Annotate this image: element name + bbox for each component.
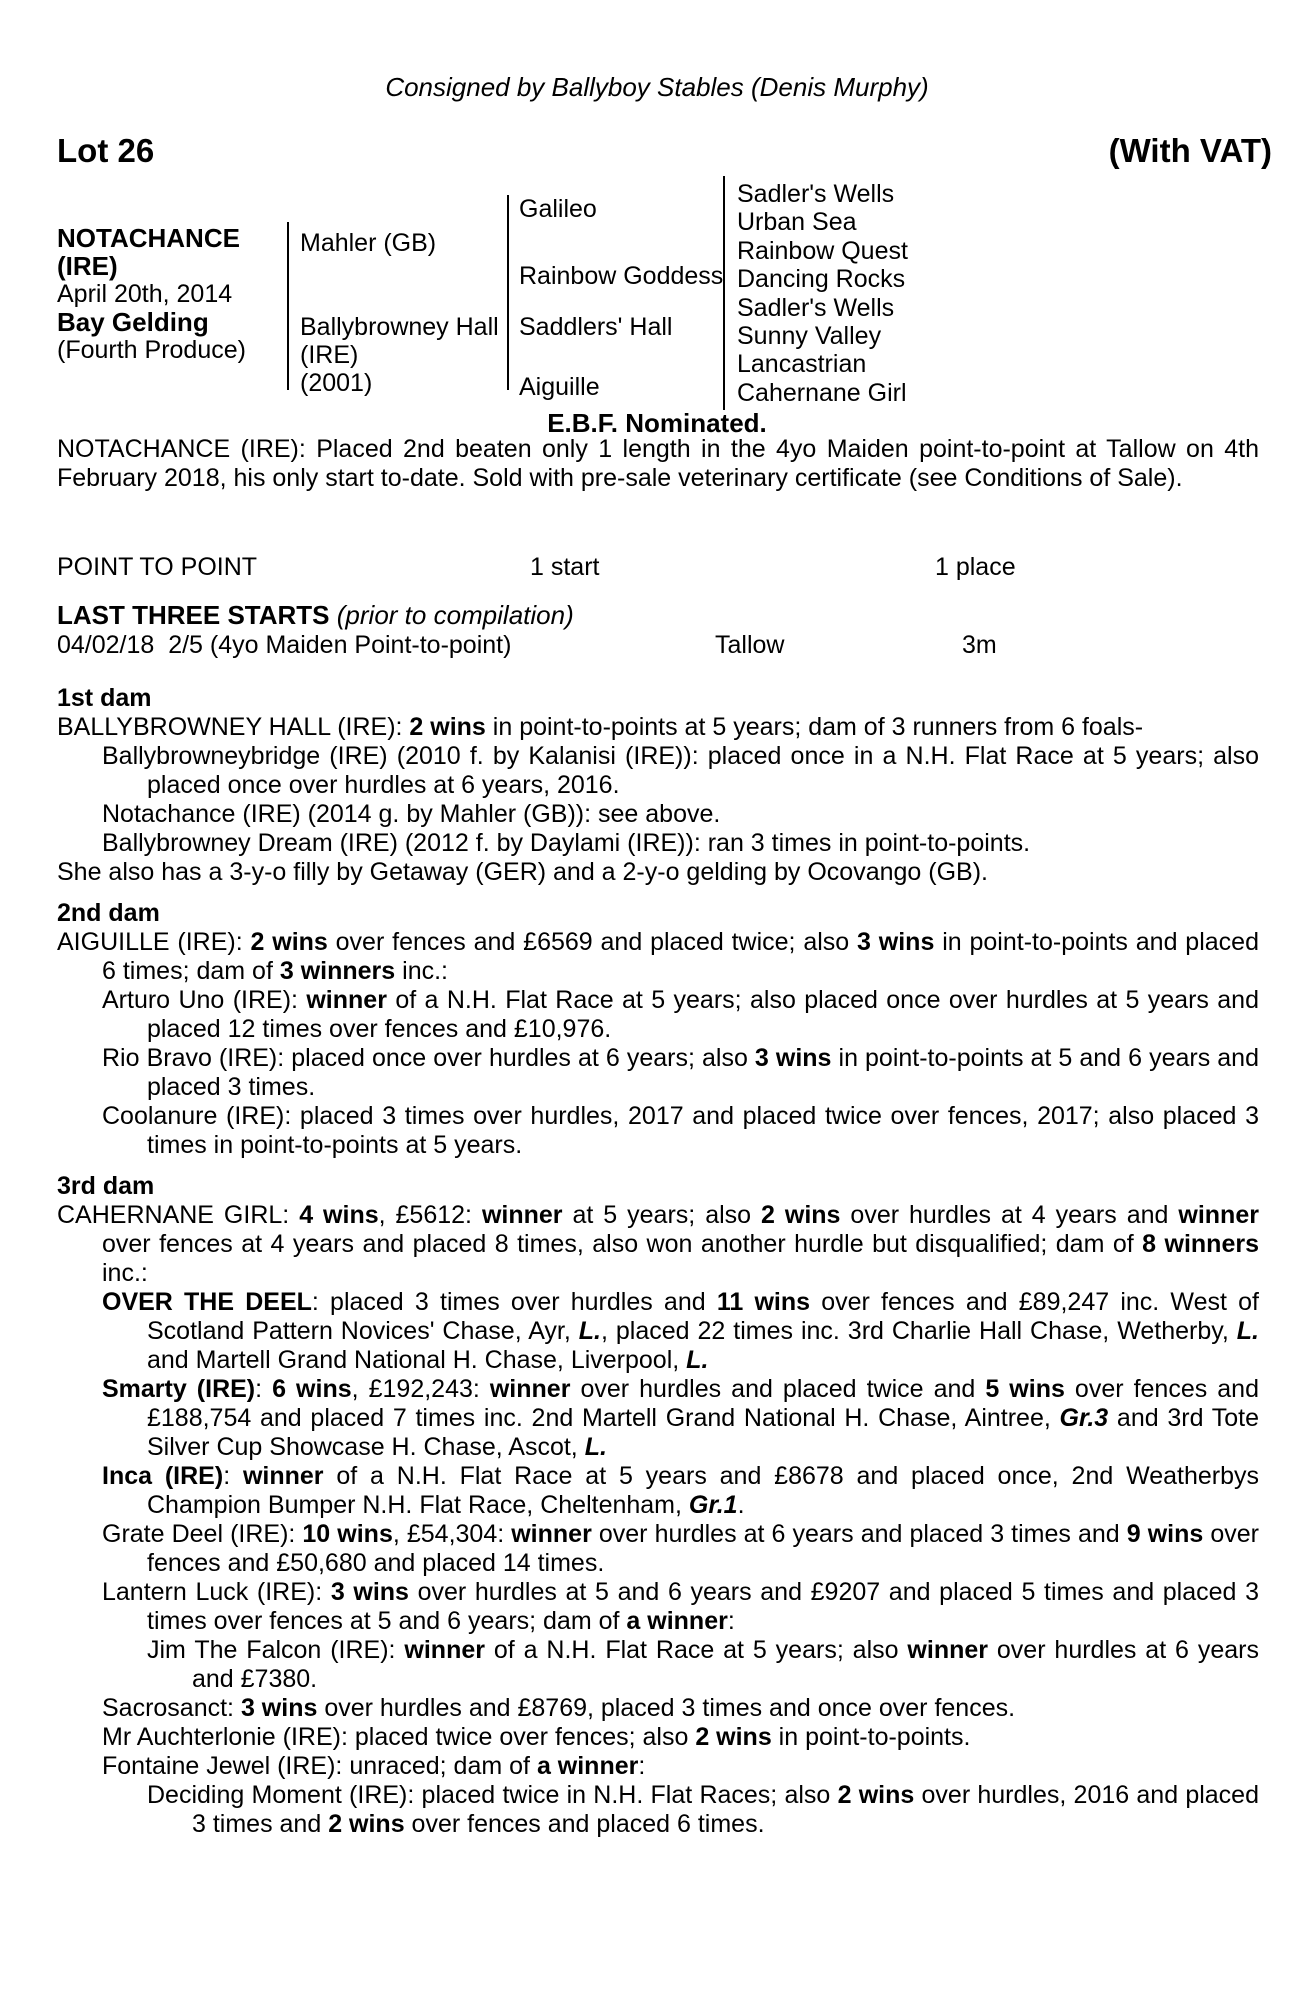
emphasised-text: winner: [511, 1520, 592, 1548]
emphasised-text: 5 wins: [985, 1375, 1065, 1403]
sire-dam-name: Rainbow Goddess: [519, 262, 724, 290]
last-start-venue: Tallow: [715, 631, 785, 659]
pedigree-paragraph: [57, 800, 1259, 829]
pedigree-paragraph: [57, 1752, 1259, 1781]
text-run: of a N.H. Flat Race at 5 years and £8678 and placed once, 2nd Weatherbys Champion Bumper N.H. Flat Race, Cheltenham,: [147, 1462, 1260, 1519]
emphasised-text: L.: [584, 1433, 607, 1461]
pedigree-divider-1: [287, 222, 289, 390]
dam-section-heading: 2nd dam: [57, 899, 160, 927]
emphasised-text: 3 wins: [754, 1044, 832, 1072]
text-run: in point-to-points and placed 6 times; dam of: [102, 928, 1259, 985]
dam-section-heading: 3rd dam: [57, 1172, 155, 1200]
emphasised-text: Inca (IRE): [102, 1462, 224, 1490]
last-three-starts-title: LAST THREE STARTS: [57, 600, 330, 630]
last-three-starts-qualifier: (prior to compilation): [336, 600, 574, 630]
pedigree-divider-3: [723, 176, 725, 410]
pedigree-paragraph: [57, 829, 1259, 858]
text-run: , £192,243:: [351, 1375, 490, 1403]
horse-name-line1: NOTACHANCE: [57, 223, 240, 253]
pedigree-paragraph: [57, 1288, 1259, 1375]
text-run: over hurdles at 6 years and placed 3 times and: [591, 1520, 1127, 1548]
emphasised-text: winner: [306, 986, 387, 1014]
horse-name-line2: (IRE): [57, 251, 118, 281]
text-run: Ballybrowney Dream (IRE) (2012 f. by Daylami (IRE)): ran 3 times in point-to-points.: [102, 829, 1031, 857]
last-start-distance: 3m: [962, 631, 997, 659]
pedigree-paragraph: [57, 742, 1259, 800]
record-starts: 1 start: [530, 553, 600, 581]
great-grandparent-name: Sunny Valley: [737, 322, 882, 351]
great-grandparent-name: Cahernane Girl: [737, 378, 907, 407]
record-places: 1 place: [935, 553, 1016, 581]
lot-number: Lot 26: [57, 132, 155, 169]
text-run: over hurdles, 2016 and placed 3 times and: [192, 1781, 1259, 1838]
text-run: NOTACHANCE (IRE): Placed 2nd beaten only 1 length in the 4yo Maiden point-to-point at Tallow on 4th February 2018, his only start to-date. Sold with pre-sale veterinary certificate (see Conditions of Sale).: [57, 435, 1259, 492]
text-run: :: [638, 1752, 646, 1780]
text-run: Fontaine Jewel (IRE): unraced; dam of: [102, 1752, 537, 1780]
text-run: inc.:: [395, 957, 448, 985]
text-run: AIGUILLE (IRE):: [57, 928, 251, 956]
text-run: in point-to-points at 5 and 6 years and placed 3 times.: [147, 1044, 1259, 1101]
dam-sire-name: Saddlers' Hall: [519, 313, 673, 341]
emphasised-text: 9 wins: [1126, 1520, 1204, 1548]
text-run: at 5 years; also: [562, 1201, 762, 1229]
dam-dam-name: Aiguille: [519, 373, 600, 401]
horse-foaling-date: April 20th, 2014: [57, 280, 233, 308]
text-run: BALLYBROWNEY HALL (IRE):: [57, 713, 410, 741]
sire-sire-name: Galileo: [519, 195, 597, 223]
pedigree-paragraph: [57, 1723, 1259, 1752]
emphasised-text: 3 wins: [857, 928, 935, 956]
pedigree-paragraph: [57, 1636, 1259, 1694]
text-run: :: [727, 1607, 735, 1635]
text-run: in point-to-points.: [771, 1723, 971, 1751]
emphasised-text: winner: [404, 1636, 485, 1664]
text-run: :: [223, 1462, 243, 1490]
dam-name-line1: Ballybrowney Hall: [300, 313, 499, 341]
text-run: , placed 22 times inc. 3rd Charlie Hall Chase, Wetherby,: [601, 1317, 1237, 1345]
text-run: over fences and £50,680 and placed 14 times.: [147, 1520, 1259, 1577]
text-run: over hurdles and £8769, placed 3 times and once over fences.: [317, 1694, 1016, 1722]
great-grandparent-name: Sadler's Wells: [737, 293, 895, 322]
dam-name-line3: (2001): [300, 369, 373, 397]
emphasised-text: 11 wins: [716, 1288, 811, 1316]
pedigree-table: [0, 0, 1314, 430]
great-grandparent-name: Lancastrian: [737, 350, 867, 379]
emphasised-text: winner: [481, 1201, 563, 1229]
great-grandparent-name: Urban Sea: [737, 208, 857, 237]
emphasised-text: winner: [489, 1375, 571, 1403]
pedigree-paragraph: [57, 1102, 1259, 1160]
pedigree-paragraph: [57, 1201, 1259, 1288]
text-run: Coolanure (IRE): placed 3 times over hurdles, 2017 and placed twice over fences, 2017; also placed 3 times in point-to-points at 5 years.: [102, 1102, 1259, 1159]
text-run: Grate Deel (IRE):: [102, 1520, 303, 1548]
emphasised-text: 2 wins: [761, 1201, 841, 1229]
text-run: over hurdles at 6 years and £7380.: [192, 1636, 1259, 1693]
great-grandparent-name: Rainbow Quest: [737, 236, 908, 265]
text-run: CAHERNANE GIRL:: [57, 1201, 300, 1229]
text-run: over fences and £89,247 inc. West of Scotland Pattern Novices' Chase, Ayr,: [147, 1288, 1259, 1345]
emphasised-text: 2 wins: [837, 1781, 915, 1809]
emphasised-text: 3 wins: [330, 1578, 409, 1606]
text-run: Rio Bravo (IRE): placed once over hurdles at 6 years; also: [102, 1044, 755, 1072]
pedigree-paragraph: [57, 1781, 1259, 1839]
consignor-line: Consigned by Ballyboy Stables (Denis Murphy): [385, 72, 929, 102]
text-run: of a N.H. Flat Race at 5 years; also: [484, 1636, 908, 1664]
emphasised-text: 2 wins: [250, 928, 328, 956]
emphasised-text: 3 wins: [240, 1694, 318, 1722]
text-run: Notachance (IRE) (2014 g. by Mahler (GB)): see above.: [102, 800, 721, 828]
text-run: Lantern Luck (IRE):: [102, 1578, 331, 1606]
text-run: inc.:: [102, 1259, 148, 1287]
great-grandparent-name: Dancing Rocks: [737, 265, 906, 294]
text-run: of a N.H. Flat Race at 5 years; also placed once over hurdles at 5 years and placed 12 times over fences and £10,976.: [147, 986, 1259, 1043]
emphasised-text: 6 wins: [272, 1375, 352, 1403]
sire-name: Mahler (GB): [300, 229, 437, 257]
text-run: over hurdles and placed twice and: [570, 1375, 986, 1403]
pedigree-subject-column: [57, 224, 246, 364]
dam-sections: [57, 684, 1259, 1839]
emphasised-text: winner: [1178, 1201, 1259, 1229]
pedigree-paragraph: [57, 986, 1259, 1044]
emphasised-text: winner: [242, 1462, 324, 1490]
pedigree-paragraph: [57, 1044, 1259, 1102]
emphasised-text: winner: [907, 1636, 988, 1664]
text-run: over fences and placed 6 times.: [404, 1810, 765, 1838]
great-grandparents-column: [737, 180, 908, 407]
emphasised-text: L.: [1236, 1317, 1259, 1345]
text-run: over fences and £6569 and placed twice; also: [327, 928, 858, 956]
ebf-nominated-note: E.B.F. Nominated.: [547, 408, 767, 438]
emphasised-text: 2 wins: [328, 1810, 405, 1838]
text-run: and Martell Grand National H. Chase, Liverpool,: [147, 1346, 687, 1374]
emphasised-text: Gr.3: [1059, 1404, 1109, 1432]
pedigree-paragraph: [57, 713, 1259, 742]
text-run: Deciding Moment (IRE): placed twice in N.H. Flat Races; also: [147, 1781, 838, 1809]
emphasised-text: 8 winners: [1142, 1230, 1259, 1258]
text-run: in point-to-points at 5 years; dam of 3 runners from 6 foals-: [485, 713, 1144, 741]
emphasised-text: 2 wins: [695, 1723, 772, 1751]
text-run: over fences and £188,754 and placed 7 times inc. 2nd Martell Grand National H. Chase, Aintree,: [147, 1375, 1259, 1432]
emphasised-text: 4 wins: [299, 1201, 379, 1229]
dam-name-line2: (IRE): [300, 341, 359, 369]
emphasised-text: 3 winners: [279, 957, 396, 985]
dam-section-heading: 1st dam: [57, 684, 152, 712]
text-run: She also has a 3-y-o filly by Getaway (GER) and a 2-y-o gelding by Ocovango (GB).: [57, 858, 988, 886]
lot-description: [57, 435, 1259, 493]
text-run: .: [737, 1491, 745, 1519]
emphasised-text: a winner: [626, 1607, 728, 1635]
great-grandparent-name: Sadler's Wells: [737, 180, 895, 208]
text-run: over hurdles at 5 and 6 years and £9207 and placed 5 times and placed 3 times over fences at 5 and 6 years; dam of: [147, 1578, 1259, 1635]
text-run: , £5612:: [378, 1201, 482, 1229]
text-run: and 3rd Tote Silver Cup Showcase H. Chase, Ascot,: [147, 1404, 1260, 1461]
dam-name: [300, 313, 499, 397]
text-run: Sacrosanct:: [102, 1694, 241, 1722]
text-run: : placed 3 times over hurdles and: [311, 1288, 717, 1316]
pedigree-paragraph: [57, 1520, 1259, 1578]
pedigree-paragraph: [57, 1694, 1259, 1723]
emphasised-text: a winner: [536, 1752, 639, 1780]
emphasised-text: Smarty (IRE): [102, 1375, 256, 1403]
record-discipline: POINT TO POINT: [57, 553, 258, 581]
text-run: Jim The Falcon (IRE):: [147, 1636, 405, 1664]
pedigree-paragraph: [57, 928, 1259, 986]
pedigree-paragraph: [57, 1578, 1259, 1636]
text-run: over fences at 4 years and placed 8 times, also won another hurdle but disqualified; dam of: [102, 1230, 1143, 1258]
last-start-result: 04/02/18 2/5 (4yo Maiden Point-to-point): [57, 631, 512, 659]
text-run: Mr Auchterlonie (IRE): placed twice over fences; also: [102, 1723, 696, 1751]
pedigree-paragraph: [57, 858, 1259, 887]
text-run: :: [255, 1375, 273, 1403]
pedigree-paragraph: [57, 1462, 1259, 1520]
emphasised-text: OVER THE DEEL: [102, 1288, 312, 1316]
text-run: Arturo Uno (IRE):: [102, 986, 307, 1014]
horse-colour-sex: Bay Gelding: [57, 307, 209, 337]
emphasised-text: L.: [686, 1346, 709, 1374]
pedigree-divider-2: [507, 195, 509, 390]
emphasised-text: Gr.1: [688, 1491, 738, 1519]
emphasised-text: L.: [578, 1317, 601, 1345]
pedigree-paragraph: [57, 1375, 1259, 1462]
horse-produce-note: (Fourth Produce): [57, 336, 246, 364]
emphasised-text: 2 wins: [409, 713, 486, 741]
last-three-starts-heading: [57, 600, 574, 631]
text-run: over hurdles at 4 years and: [840, 1201, 1179, 1229]
emphasised-text: 10 wins: [302, 1520, 393, 1548]
vat-note: (With VAT): [1108, 132, 1272, 169]
text-run: , £54,304:: [392, 1520, 512, 1548]
text-run: Ballybrowneybridge (IRE) (2010 f. by Kalanisi (IRE)): placed once in a N.H. Flat Race at 5 years; also placed once over hurdles at 6 years, 2016.: [102, 742, 1259, 799]
